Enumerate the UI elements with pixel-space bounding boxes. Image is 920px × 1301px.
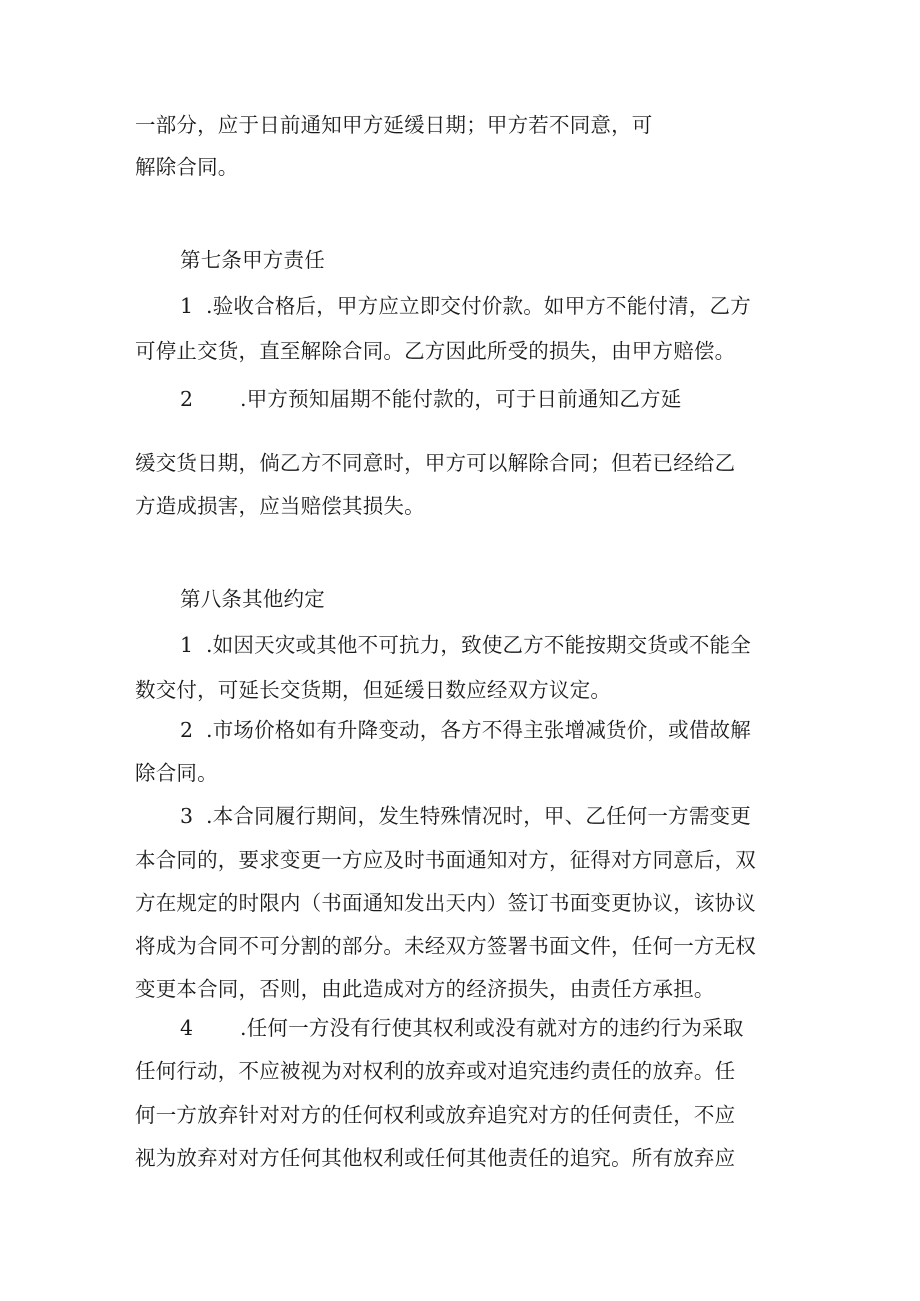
article-7-item-1-line-2: 可停止交货，直至解除合同。乙方因此所受的损失，由甲方赔偿。 — [135, 339, 736, 363]
article-8-item-4-line-3: 何一方放弃针对对方的任何权利或放弃追究对方的任何责任，不应 — [135, 1103, 736, 1127]
article-8-item-1-line-2: 数交付，可延长交货期，但延缓日数应经双方议定。 — [135, 678, 612, 702]
item-text: .如因天灾或其他不可抗力，致使乙方不能按期交货或不能全 — [206, 633, 751, 657]
item-number: 1 — [180, 633, 194, 657]
article-8-item-3-line-5: 变更本合同，否则，由此造成对方的经济损失，由责任方承担。 — [135, 977, 715, 1001]
item-text: .市场价格如有升降变动，各方不得主张增减货价，或借故解 — [206, 718, 751, 742]
article-7-item-2-line-2: 缓交货日期，倘乙方不同意时，甲方可以解除合同；但若已经给乙 — [135, 451, 736, 475]
article-7-item-2-line-1 — [180, 385, 681, 413]
article-7-item-2-line-3: 方造成损害，应当赔偿其损失。 — [135, 494, 425, 518]
article-8-item-4-line-4: 视为放弃对对方任何其他权利或任何其他责任的追究。所有放弃应 — [135, 1146, 736, 1170]
article-8-item-3-line-4: 将成为合同不可分割的部分。未经双方签署书面文件，任何一方无权 — [135, 934, 756, 958]
item-number: 1 — [180, 294, 194, 318]
item-text: .验收合格后，甲方应立即交付价款。如甲方不能付清，乙方 — [206, 294, 751, 318]
article-8-item-3-line-2: 本合同的，要求变更一方应及时书面通知对方，征得对方同意后，双 — [135, 848, 756, 872]
article-8-item-3-line-1 — [180, 802, 751, 830]
item-number: 2 — [180, 387, 194, 411]
item-text: .本合同履行期间，发生特殊情况时，甲、乙任何一方需变更 — [206, 804, 751, 828]
item-text: .甲方预知届期不能付款的，可于日前通知乙方延 — [240, 387, 682, 411]
item-text: .任何一方没有行使其权利或没有就对方的违约行为采取 — [240, 1016, 744, 1040]
item-number: 2 — [180, 718, 194, 742]
intro-line-1: 一部分，应于日前通知甲方延缓日期；甲方若不同意，可 — [135, 113, 653, 137]
article-8-heading: 第八条其他约定 — [180, 587, 325, 611]
intro-line-2: 解除合同。 — [135, 155, 239, 179]
article-8-item-2-line-2: 除合同。 — [135, 761, 218, 785]
article-8-item-3-line-3: 方在规定的时限内（书面通知发出天内）签订书面变更协议，该协议 — [135, 891, 756, 915]
article-7-item-1-line-1 — [180, 292, 751, 320]
article-8-item-2-line-1 — [180, 716, 751, 744]
item-number: 3 — [180, 804, 194, 828]
article-8-item-4-line-2: 任何行动，不应被视为对权利的放弃或对追究违约责任的放弃。任 — [135, 1059, 736, 1083]
article-7-heading: 第七条甲方责任 — [180, 248, 325, 272]
article-8-item-4-line-1 — [180, 1014, 744, 1042]
item-number: 4 — [180, 1016, 194, 1040]
article-8-item-1-line-1 — [180, 631, 751, 659]
